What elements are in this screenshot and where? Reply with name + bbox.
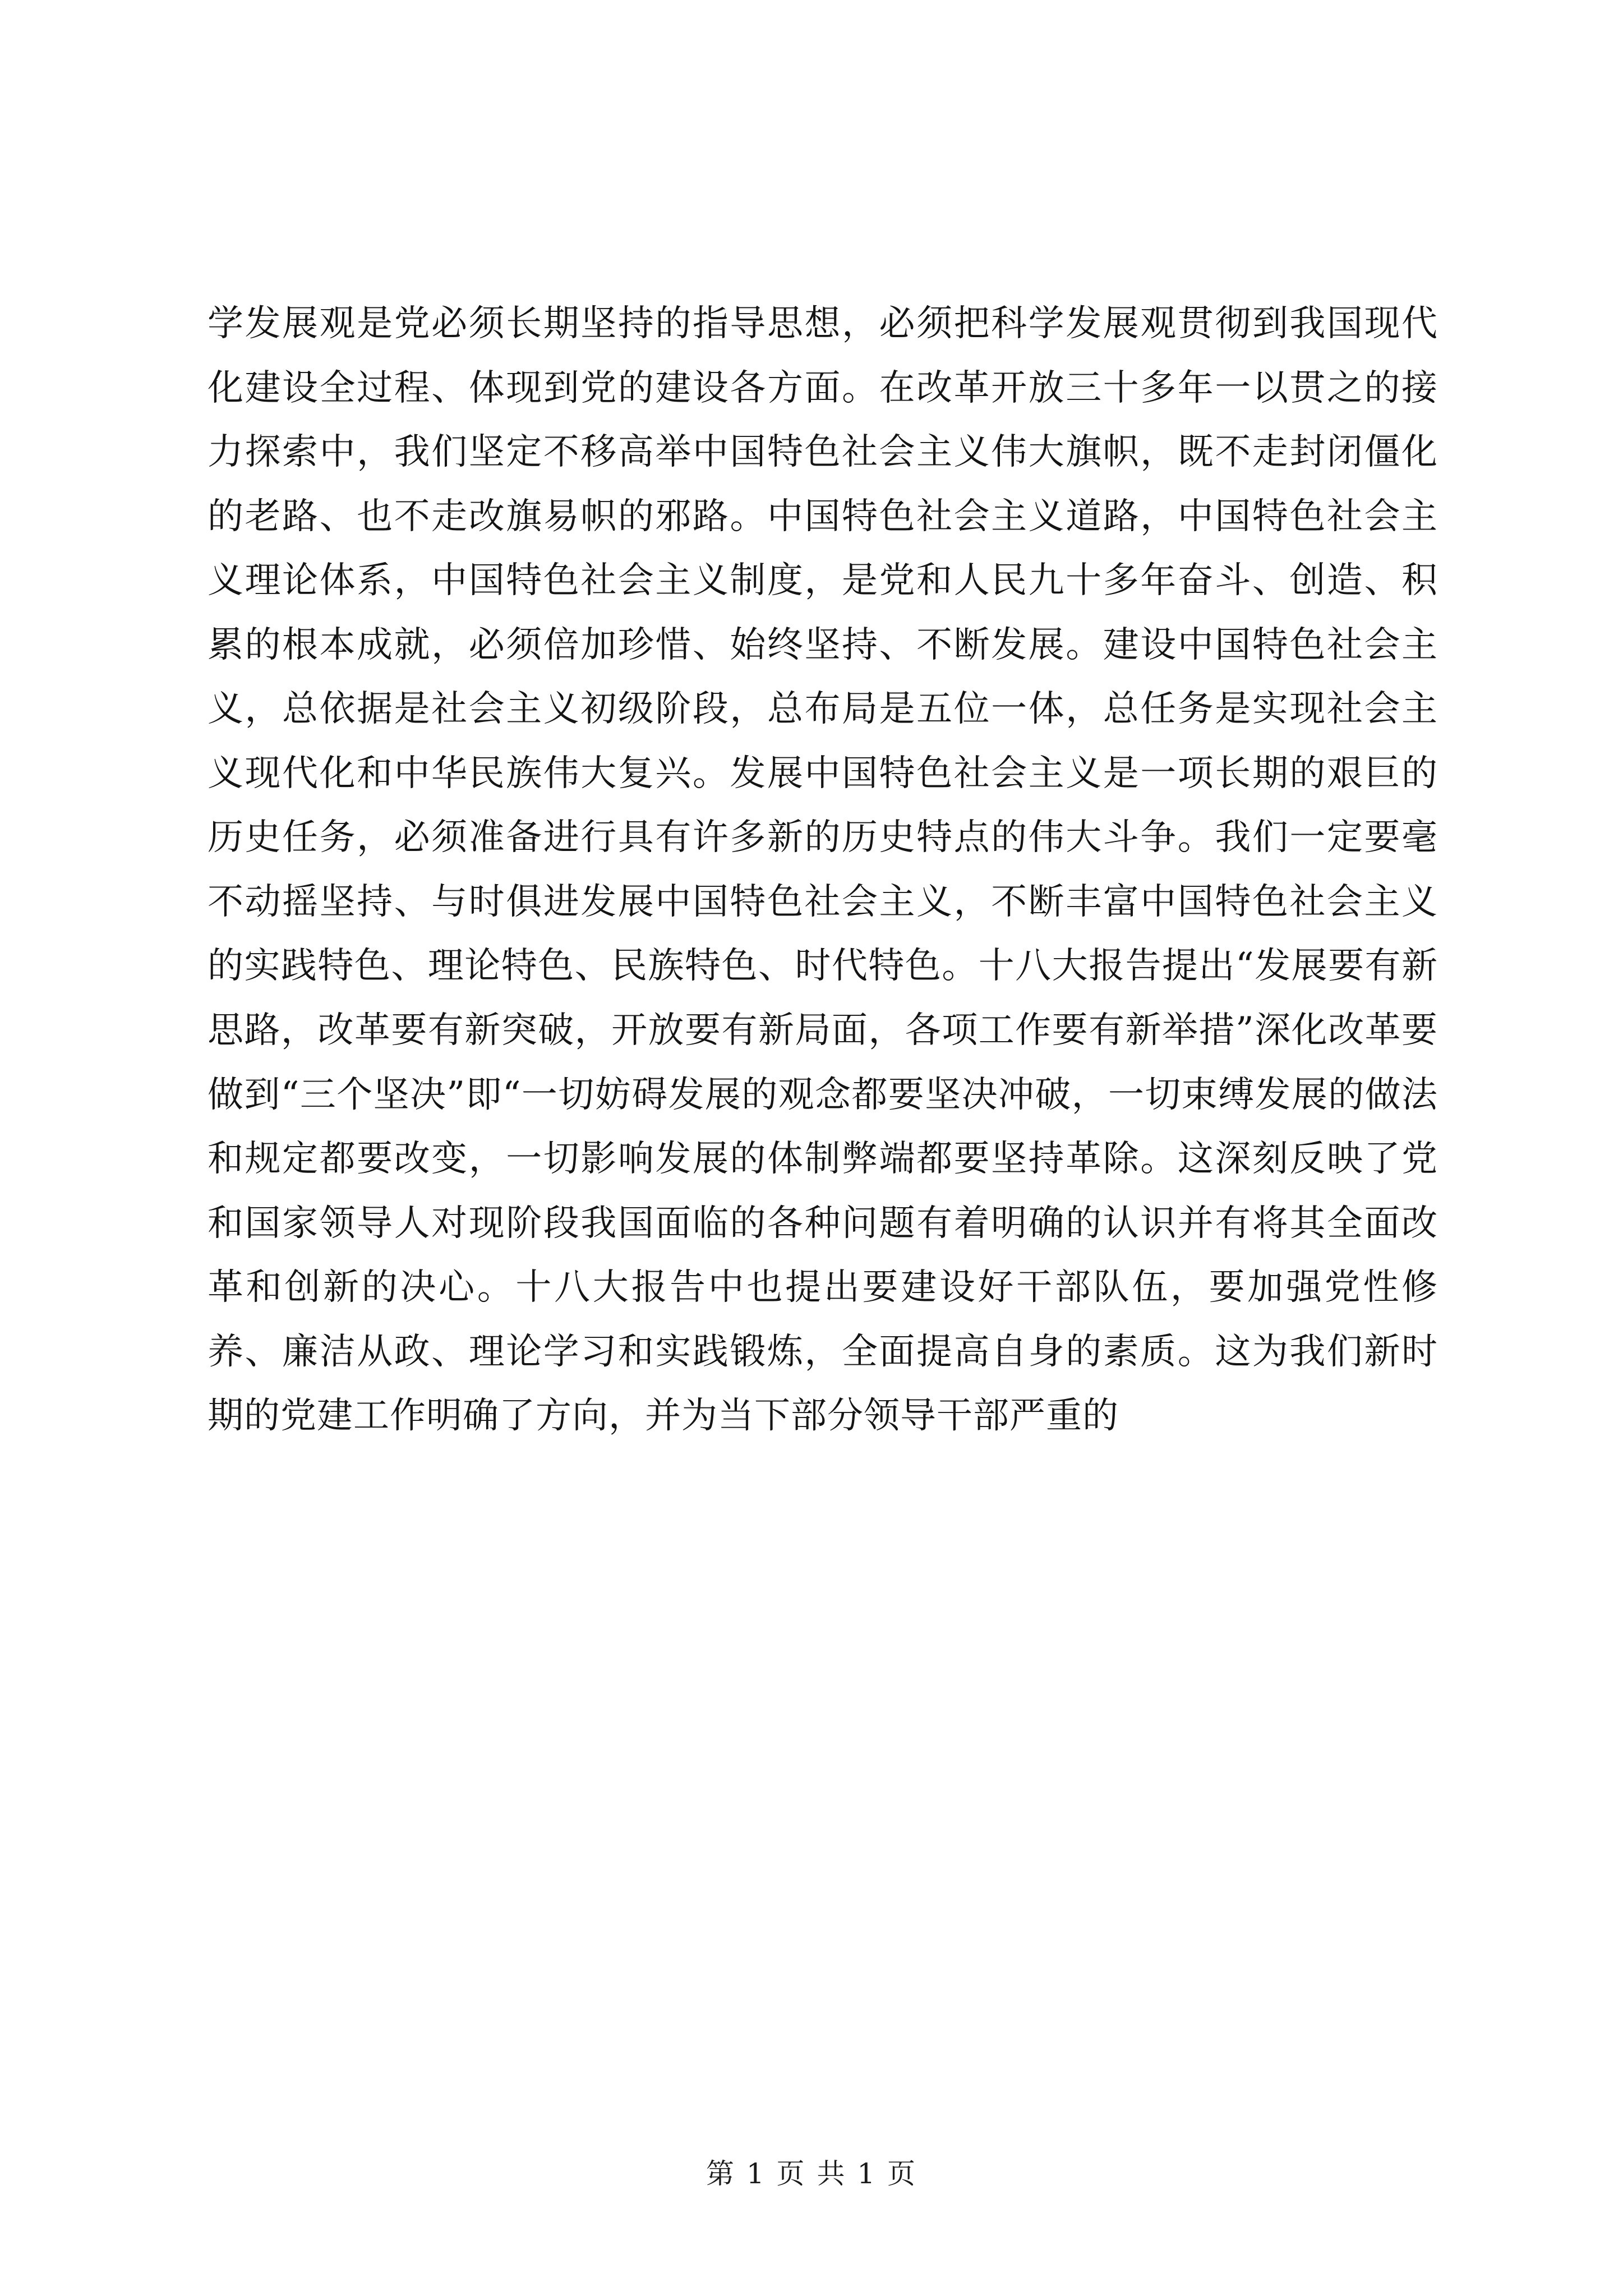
document-body	[208, 292, 1438, 1448]
page-footer: 第 1 页 共 1 页	[706, 2157, 917, 2190]
body-paragraph: 学发展观是党必须长期坚持的指导思想，必须把科学发展观贯彻到我国现代化建设全过程、体现到党的建设各方面。在改革开放三十多年一以贯之的接力探索中，我们坚定不移高举中国特色社会主义伟大旗帜，既不走封闭僵化的老路、也不走改旗易帜的邪路。中国特色社会主义道路，中国特色社会主义理论体系，中国特色社会主义制度，是党和人民九十多年奋斗、创造、积累的根本成就，必须倍加珍惜、始终坚持、不断发展。建设中国特色社会主义，总依据是社会主义初级阶段，总布局是五位一体，总任务是实现社会主义现代化和中华民族伟大复兴。发展中国特色社会主义是一项长期的艰巨的历史任务，必须准备进行具有许多新的历史特点的伟大斗争。我们一定要毫不动摇坚持、与时俱进发展中国特色社会主义，不断丰富中国特色社会主义的实践特色、理论特色、民族特色、时代特色。十八大报告提出“发展要有新思路，改革要有新突破，开放要有新局面，各项工作要有新举措”深化改革要做到“三个坚决”即“一切妨碍发展的观念都要坚决冲破，一切束缚发展的做法和规定都要改变，一切影响发展的体制弊端都要坚持革除。这深刻反映了党和国家领导人对现阶段我国面临的各种问题有着明确的认识并有将其全面改革和创新的决心。十八大报告中也提出要建设好干部队伍，要加强党性修养、廉洁从政、理论学习和实践锻炼，全面提高自身的素质。这为我们新时期的党建工作明确了方向，并为当下部分领导干部严重的	[208, 303, 1438, 1437]
